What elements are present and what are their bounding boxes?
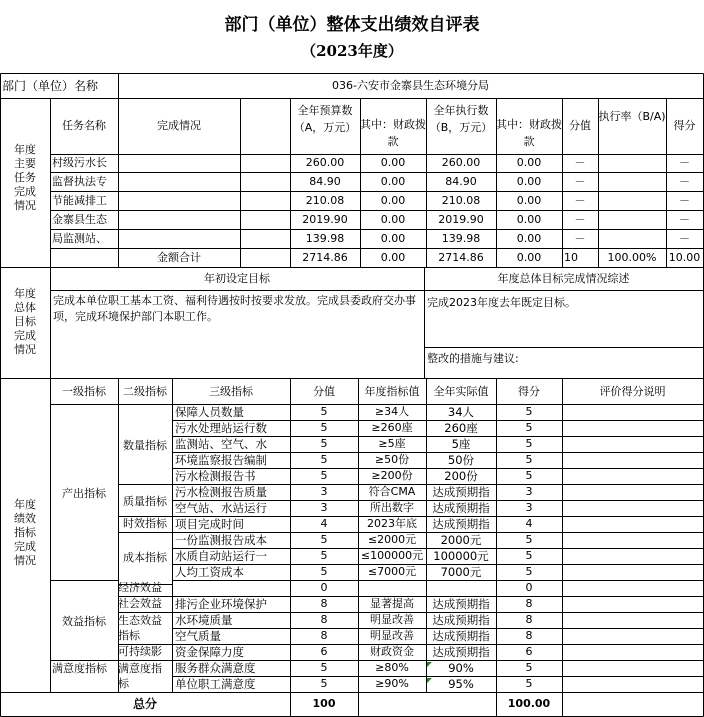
advice-label: 整改的措施与建议: [427, 352, 519, 365]
task-rate [598, 154, 666, 172]
task-budget: 139.98 [305, 232, 345, 245]
indicator-actual: 达成预期指 [432, 501, 490, 515]
task-got: － [679, 213, 690, 226]
task-budget: 210.08 [305, 194, 345, 207]
indicator-actual: 5座 [451, 437, 471, 451]
indicator-target: ≥34人 [374, 405, 410, 418]
unit-label: 部门（单位）名称 [2, 79, 99, 93]
task-rate [598, 191, 666, 210]
task-got: － [679, 194, 690, 207]
indicator-actual: 100000元 [433, 549, 489, 563]
group-eco: 生态效益指标 [118, 614, 162, 642]
initial-goal-text: 完成本单位职工基本工资、福利待遇按时按要求发放。完成县委政府交办事项，完成环境保护部门本职工作。 [53, 294, 416, 323]
indicator-name [175, 580, 289, 596]
task-budget-fin: 0.00 [380, 156, 406, 169]
task-score: － [574, 232, 586, 245]
grand-total-got: 100.00 [507, 697, 551, 710]
perf-got-header: 得分 [518, 385, 540, 398]
indicator-score: 4 [320, 517, 328, 530]
indicator-actual: 达成预期指 [432, 517, 490, 531]
performance-section-label: 年度绩效指标完成情况 [14, 498, 36, 567]
indicator-name: 项目完成时间 [175, 517, 244, 531]
task-score: － [574, 194, 586, 207]
indicator-got: 5 [525, 661, 533, 674]
task-exec: 260.00 [441, 156, 481, 169]
indicator-target: ≥90% [375, 677, 409, 690]
summary-header: 年度总体目标完成情况综述 [497, 272, 630, 285]
indicator-got: 5 [525, 469, 533, 482]
task-exec-fin: 0.00 [516, 232, 542, 245]
indicator-target: ≥5座 [378, 437, 406, 450]
total-got: 10.00 [668, 251, 701, 264]
indicator-note [562, 660, 703, 676]
indicator-note [562, 468, 703, 484]
task-rate [598, 210, 666, 229]
indicator-name: 单位职工满意度 [175, 677, 256, 691]
indicator-score: 3 [320, 485, 328, 498]
exec-fin-header: 其中：财政拨款 [496, 118, 562, 148]
year-subtitle: （2023年度） [301, 42, 403, 60]
indicator-target [358, 580, 426, 596]
task-score: － [574, 175, 586, 188]
task-status [118, 154, 240, 172]
indicator-target: 符合CMA [368, 485, 416, 498]
page-title: 部门（单位）整体支出绩效自评表 [224, 15, 480, 35]
l2-header: 二级指标 [123, 385, 167, 398]
indicator-got: 8 [525, 629, 533, 642]
indicator-target: ≥50份 [374, 453, 410, 466]
indicator-note [562, 612, 703, 628]
initial-goal-header: 年初设定目标 [204, 272, 270, 285]
task-budget-fin: 0.00 [380, 175, 406, 188]
indicator-got: 0 [525, 581, 533, 594]
indicator-actual: 达成预期指 [432, 485, 490, 499]
indicator-target: ≥260座 [371, 421, 413, 434]
group-timeliness: 时效指标 [123, 517, 167, 530]
indicator-name: 水环境质量 [175, 613, 233, 627]
task-exec-fin: 0.00 [516, 175, 542, 188]
indicator-got: 8 [525, 613, 533, 626]
indicator-note [562, 500, 703, 516]
indicator-got: 5 [525, 405, 533, 418]
indicator-got: 4 [525, 517, 533, 530]
task-status [118, 172, 240, 191]
task-budget-fin: 0.00 [380, 213, 406, 226]
task-status [118, 210, 240, 229]
total-label: 金额合计 [157, 251, 201, 264]
l1-header: 一级指标 [62, 385, 106, 398]
task-name: 局监测站、 [52, 232, 107, 245]
task-got: － [679, 232, 690, 245]
score-header: 分值 [569, 119, 591, 132]
group-social: 社会效益 [118, 597, 162, 610]
indicator-note [562, 532, 703, 548]
exec-header: 全年执行数（B，万元） [429, 104, 493, 134]
indicator-got: 8 [525, 597, 533, 610]
indicator-actual: 2000元 [440, 533, 482, 547]
indicator-score: 8 [320, 629, 328, 642]
task-budget-fin: 0.00 [380, 232, 406, 245]
indicator-score: 5 [320, 437, 328, 450]
indicator-target: 明显改善 [370, 629, 414, 642]
indicator-actual: 达成预期指 [432, 645, 490, 659]
task-score: － [574, 156, 586, 169]
budget-fin-header: 其中：财政拨款 [360, 118, 426, 148]
got-header: 得分 [673, 119, 696, 132]
indicator-name: 资金保障力度 [175, 645, 244, 659]
indicator-note [562, 452, 703, 468]
indicator-note [562, 580, 703, 596]
indicator-target: ≤2000元 [367, 533, 417, 546]
task-status [118, 191, 240, 210]
task-exec: 2019.90 [438, 213, 484, 226]
indicator-score: 8 [320, 613, 328, 626]
indicator-got: 5 [525, 565, 533, 578]
task-exec: 84.90 [445, 175, 477, 188]
indicator-target: 所出数字 [370, 501, 414, 514]
indicator-target: ≥200份 [371, 469, 413, 482]
group-output: 产出指标 [62, 487, 106, 500]
indicator-note [562, 548, 703, 564]
task-score: － [574, 213, 586, 226]
indicator-actual: 50份 [447, 453, 475, 467]
indicator-actual: 达成预期指 [432, 613, 490, 627]
actual-header: 全年实际值 [433, 385, 489, 398]
indicator-score: 0 [320, 581, 328, 594]
task-section-label: 年度主要任务完成情况 [14, 143, 36, 212]
task-exec: 139.98 [441, 232, 481, 245]
indicator-note [562, 516, 703, 532]
l3-header: 三级指标 [209, 385, 253, 398]
indicator-actual: 260座 [444, 421, 478, 435]
indicator-actual: 34人 [447, 405, 475, 419]
indicator-got: 5 [525, 549, 533, 562]
task-name: 村级污水长 [52, 156, 107, 169]
task-budget-fin: 0.00 [380, 194, 406, 207]
indicator-score: 3 [320, 501, 328, 514]
total-score: 10 [564, 251, 578, 264]
task-name: 金寨县生态 [52, 213, 107, 226]
summary-text: 完成2023年度去年既定目标。 [427, 296, 576, 309]
indicator-name: 空气质量 [175, 629, 221, 643]
indicator-note [562, 628, 703, 644]
total-exec-fin: 0.00 [516, 251, 542, 264]
group-sustain: 可持续影 [118, 645, 162, 658]
indicator-target: 2023年底 [367, 517, 417, 530]
indicator-actual: 90% [448, 661, 474, 675]
task-exec-fin: 0.00 [516, 213, 542, 226]
unit-name: 036-六安市金寨县生态环境分局 [332, 79, 489, 92]
indicator-name: 排污企业环境保护 [175, 597, 267, 611]
grand-total-score: 100 [312, 697, 336, 710]
indicator-score: 5 [320, 405, 328, 418]
indicator-target: ≥80% [375, 661, 409, 674]
task-name: 节能减排工 [52, 194, 107, 207]
indicator-name: 水质自动站运行一 [175, 549, 267, 563]
indicator-note [562, 676, 703, 692]
indicator-score: 5 [320, 453, 328, 466]
indicator-score: 6 [320, 645, 328, 658]
group-quality: 质量指标 [123, 495, 167, 508]
indicator-note [562, 404, 703, 420]
indicator-score: 5 [320, 421, 328, 434]
group-quantity: 数量指标 [123, 439, 167, 452]
indicator-actual: 200份 [444, 469, 478, 483]
indicator-actual [426, 580, 496, 596]
indicator-note [562, 484, 703, 500]
indicator-score: 5 [320, 469, 328, 482]
task-rate [598, 229, 666, 248]
indicator-got: 3 [525, 501, 533, 514]
indicator-name: 污水检测报告书 [175, 469, 256, 483]
indicator-score: 8 [320, 597, 328, 610]
cell-comment-marker [427, 662, 432, 667]
indicator-name: 污水检测报告质量 [175, 485, 267, 499]
indicator-actual: 达成预期指 [432, 597, 490, 611]
task-got: － [679, 156, 690, 169]
indicator-score: 5 [320, 661, 328, 674]
rate-header: 执行率（B/A) [598, 110, 666, 123]
indicator-got: 5 [525, 533, 533, 546]
indicator-name: 空气站、水站运行 [175, 501, 267, 515]
total-budget-fin: 0.00 [380, 251, 406, 264]
group-cost: 成本指标 [123, 551, 167, 564]
goals-section-label: 年度总体目标完成情况 [14, 287, 36, 356]
task-got: － [679, 175, 690, 188]
group-benefit: 效益指标 [62, 615, 106, 628]
indicator-target: 财政资金 [370, 645, 414, 658]
budget-header: 全年预算数（A，万元） [293, 104, 357, 134]
indicator-got: 5 [525, 677, 533, 690]
indicator-target: 显著提高 [370, 597, 414, 610]
task-exec-fin: 0.00 [516, 194, 542, 207]
indicator-name: 一份监测报告成本 [175, 533, 267, 547]
indicator-got: 3 [525, 485, 533, 498]
indicator-note [562, 436, 703, 452]
task-budget: 2019.90 [302, 213, 348, 226]
group-satisfaction: 满意度指标 [52, 662, 107, 675]
task-name-header: 任务名称 [62, 119, 106, 132]
indicator-note [562, 644, 703, 660]
status-header: 完成情况 [157, 119, 201, 132]
indicator-note [562, 596, 703, 612]
target-header: 年度指标值 [364, 385, 420, 398]
indicator-score: 5 [320, 677, 328, 690]
indicator-score: 5 [320, 533, 328, 546]
grand-total-label: 总分 [132, 697, 157, 711]
indicator-got: 5 [525, 421, 533, 434]
indicator-got: 5 [525, 437, 533, 450]
task-status [118, 229, 240, 248]
indicator-score: 5 [320, 565, 328, 578]
group-satisfaction-sub: 满意度指标 [118, 662, 162, 690]
indicator-got: 6 [525, 645, 533, 658]
task-rate [598, 172, 666, 191]
indicator-actual: 7000元 [440, 565, 482, 579]
indicator-actual: 95% [448, 677, 474, 691]
indicator-name: 污水处理站运行数 [175, 421, 267, 435]
cell-comment-marker [427, 678, 432, 683]
indicator-target: 明显改善 [370, 613, 414, 626]
task-exec: 210.08 [441, 194, 481, 207]
indicator-actual: 达成预期指 [432, 629, 490, 643]
task-budget: 84.90 [309, 175, 341, 188]
indicator-name: 人均工资成本 [175, 565, 244, 579]
indicator-name: 保障人员数量 [175, 405, 244, 419]
group-econ: 经济效益 [118, 581, 162, 594]
total-exec: 2714.86 [438, 251, 484, 264]
note-header: 评价得分说明 [599, 385, 666, 398]
task-name: 监督执法专 [52, 175, 107, 188]
indicator-target: ≤100000元 [360, 549, 424, 562]
indicator-name: 监测站、空气、水 [175, 437, 267, 451]
indicator-score: 5 [320, 549, 328, 562]
indicator-name: 服务群众满意度 [175, 661, 256, 675]
total-rate: 100.00% [607, 251, 657, 264]
indicator-got: 5 [525, 453, 533, 466]
perf-score-header: 分值 [313, 385, 335, 398]
indicator-target: ≤7000元 [367, 565, 417, 578]
task-exec-fin: 0.00 [516, 156, 542, 169]
task-budget: 260.00 [305, 156, 345, 169]
indicator-note [562, 420, 703, 436]
indicator-note [562, 564, 703, 580]
indicator-name: 环境监察报告编制 [175, 453, 267, 467]
total-budget: 2714.86 [302, 251, 348, 264]
